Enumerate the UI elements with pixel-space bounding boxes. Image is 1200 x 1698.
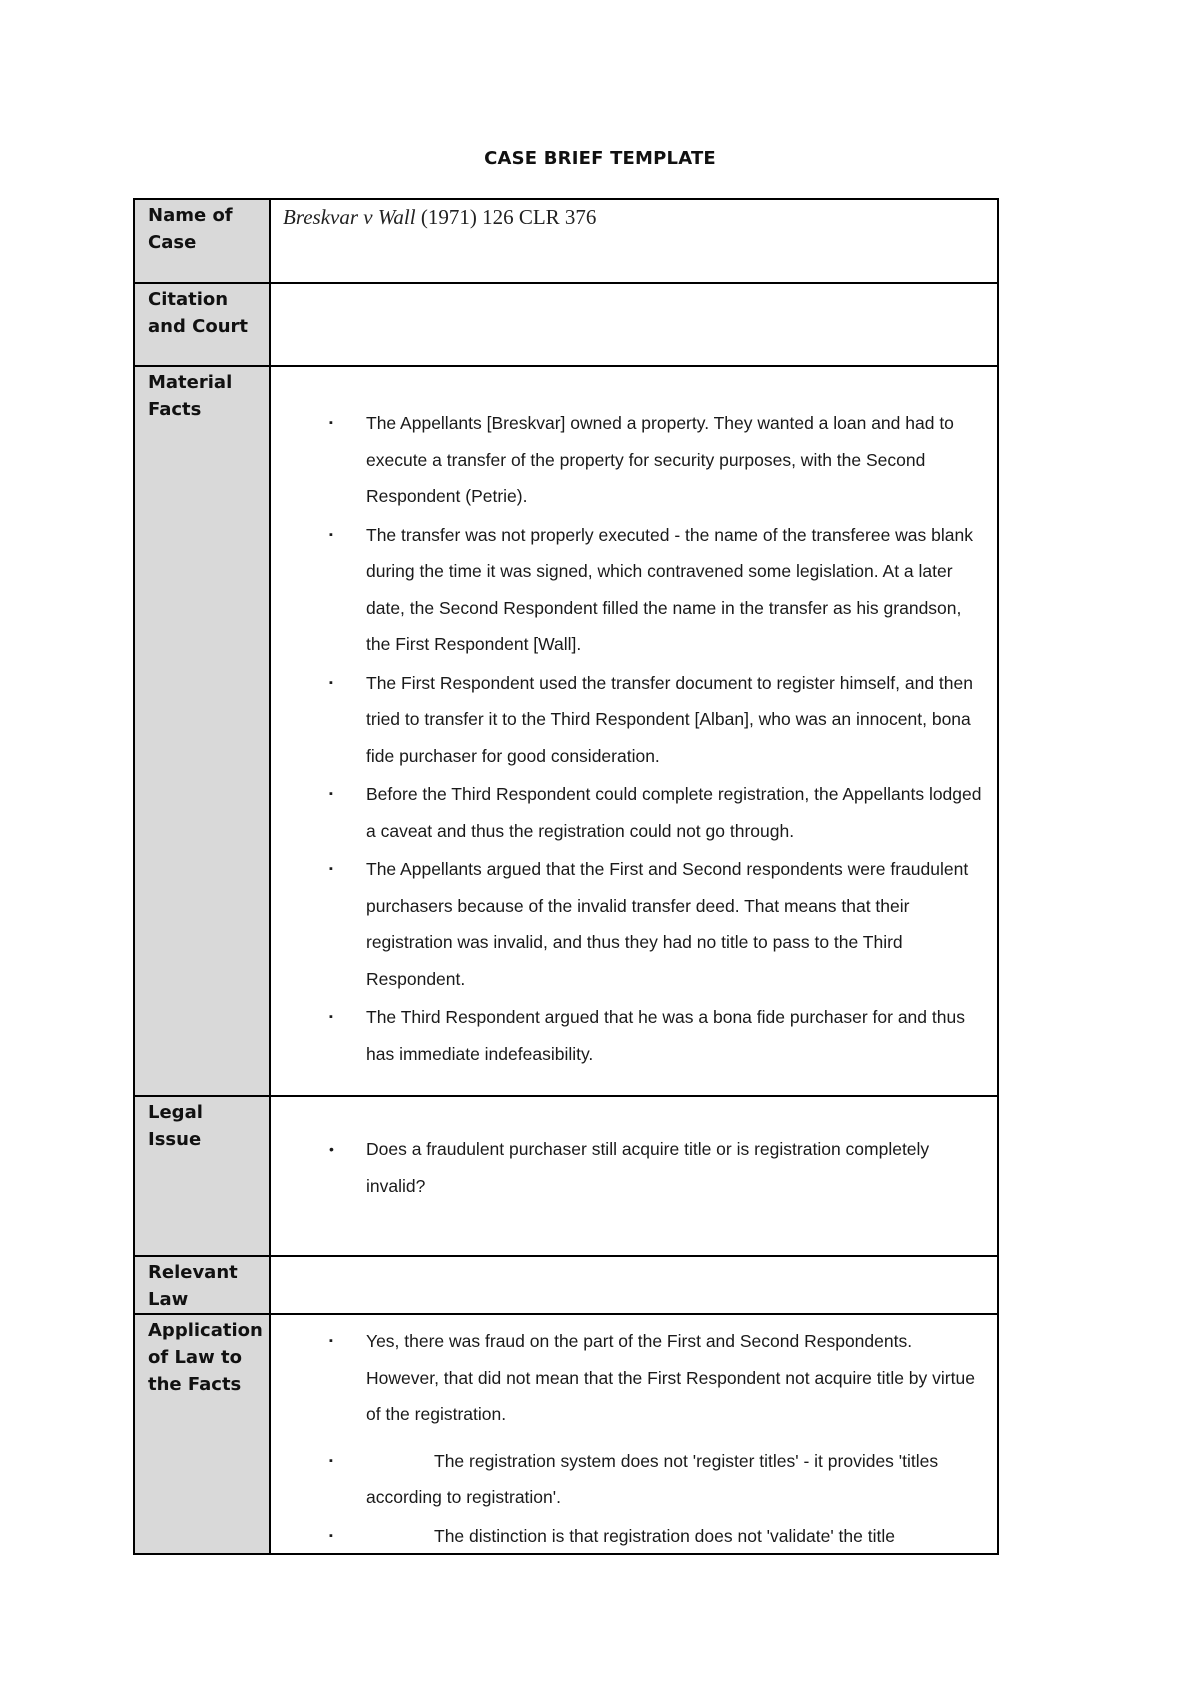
value-application[interactable] bbox=[270, 1314, 998, 1554]
page-title: CASE BRIEF TEMPLATE bbox=[484, 148, 716, 169]
facts-list bbox=[283, 405, 989, 1072]
label-name-of-case: Name of Case bbox=[134, 199, 270, 283]
row-relevant-law bbox=[134, 1256, 998, 1314]
case-name bbox=[283, 200, 989, 230]
square-bullet-icon: ▪ bbox=[329, 788, 333, 800]
case-name-italic: Breskvar v Wall bbox=[283, 205, 416, 229]
label-relevant-law: Relevant Law bbox=[134, 1256, 270, 1314]
square-bullet-icon: ▪ bbox=[329, 417, 333, 429]
list-item: ▪ The transfer was not properly executed - the name of the transferee was blank during the time it was signed, which contravened some legislation. At a later date, the Second Respondent filled the name in the transfer as his grandson, the First Respondent [Wall]. bbox=[283, 517, 989, 663]
row-legal-issue bbox=[134, 1096, 998, 1256]
square-bullet-icon: ▪ bbox=[329, 676, 333, 689]
square-bullet-icon: ▪ bbox=[329, 528, 333, 541]
value-name-of-case[interactable] bbox=[270, 199, 998, 283]
value-legal-issue[interactable] bbox=[270, 1096, 998, 1256]
list-item: ▪ Yes, there was fraud on the part of the First and Second Respondents. However, that did not mean that the First Respondent not acquire title by virtue of the registration. bbox=[283, 1323, 989, 1433]
list-item: ▪ The Appellants argued that the First and Second respondents were fraudulent purchasers because of the invalid transfer deed. That means that their registration was invalid, and thus they had no title to pass to the Third Respondent. bbox=[283, 851, 989, 997]
square-bullet-icon: ▪ bbox=[329, 1335, 333, 1347]
label-material-facts: Material Facts bbox=[134, 366, 270, 1096]
list-item: ▪ The registration system does not 'register titles' - it provides 'titles according to registration'. bbox=[283, 1443, 989, 1516]
list-item: ▪ The Third Respondent argued that he was a bona fide purchaser for and thus has immediate indefeasibility. bbox=[283, 999, 989, 1072]
value-material-facts[interactable] bbox=[270, 366, 998, 1096]
square-bullet-icon: ▪ bbox=[329, 1454, 333, 1467]
row-application bbox=[134, 1314, 998, 1554]
dot-bullet-icon: • bbox=[329, 1141, 334, 1157]
row-material-facts bbox=[134, 366, 998, 1096]
list-item: ▪ The Appellants [Breskvar] owned a property. They wanted a loan and had to execute a transfer of the property for security purposes, with the Second Respondent (Petrie). bbox=[283, 405, 989, 515]
list-item: ▪ The distinction is that registration does not 'validate' the title bbox=[283, 1518, 989, 1554]
case-brief-table bbox=[133, 198, 999, 1555]
case-citation-text: (1971) 126 CLR 376 bbox=[415, 205, 597, 229]
value-relevant-law[interactable] bbox=[270, 1256, 998, 1314]
label-application: Application of Law to the Facts bbox=[134, 1314, 270, 1554]
application-clip bbox=[283, 1315, 989, 1553]
list-item: ▪ The First Respondent used the transfer document to register himself, and then tried to transfer it to the Third Respondent [Alban], who was an innocent, bona fide purchaser for good consideration. bbox=[283, 665, 989, 775]
square-bullet-icon: ▪ bbox=[329, 1011, 333, 1023]
issue-list bbox=[283, 1131, 989, 1204]
label-legal-issue: Legal Issue bbox=[134, 1096, 270, 1256]
application-list bbox=[283, 1323, 989, 1553]
label-citation-and-court: Citation and Court bbox=[134, 283, 270, 366]
row-name-of-case bbox=[134, 199, 998, 283]
row-citation-and-court bbox=[134, 283, 998, 366]
list-item: • Does a fraudulent purchaser still acquire title or is registration completely invalid? bbox=[283, 1131, 989, 1204]
square-bullet-icon: ▪ bbox=[329, 863, 333, 875]
value-citation-and-court[interactable] bbox=[270, 283, 998, 366]
square-bullet-icon: ▪ bbox=[329, 1529, 333, 1542]
list-item: ▪ Before the Third Respondent could complete registration, the Appellants lodged a caveat and thus the registration could not go through. bbox=[283, 776, 989, 849]
